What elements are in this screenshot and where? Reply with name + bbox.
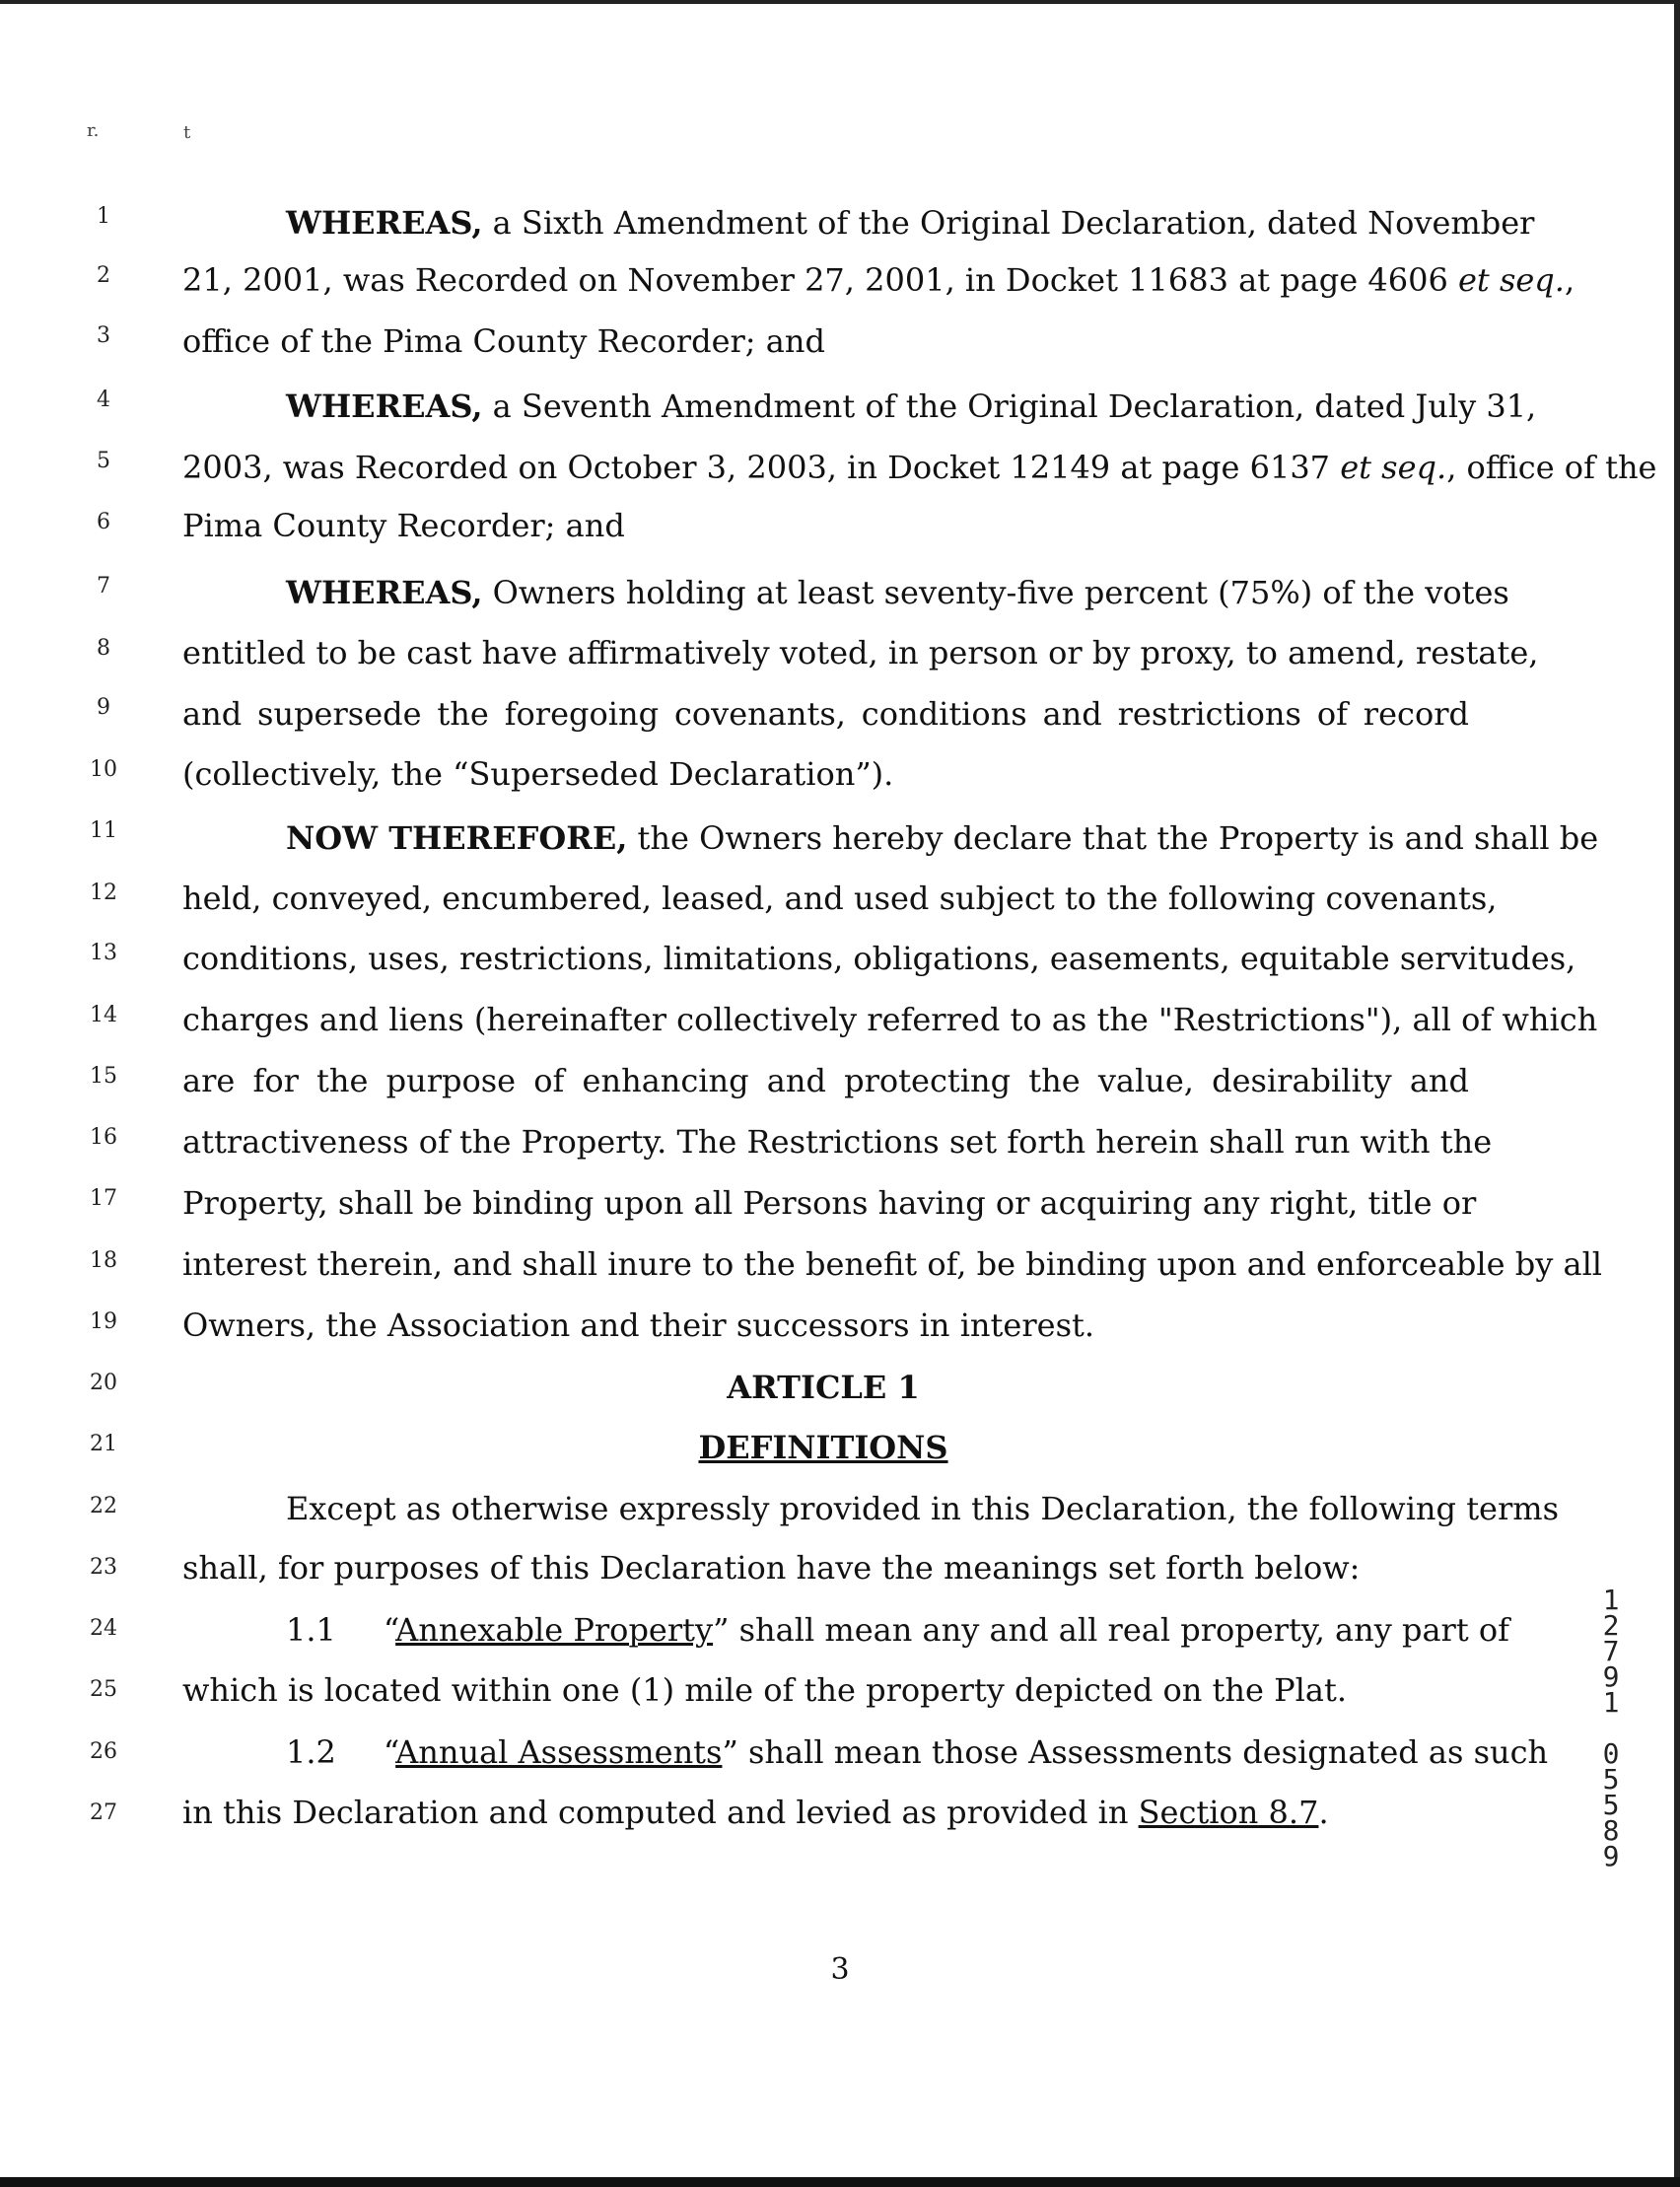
- line-number: 3: [97, 323, 110, 348]
- line-number: 24: [90, 1616, 117, 1641]
- line-number: 23: [90, 1555, 117, 1580]
- whereas-lead: WHEREAS,: [286, 574, 483, 611]
- text-line: which is located within one (1) mile of the property depicted on the Plat.: [182, 1671, 1347, 1709]
- docket-digit: 9: [1602, 1840, 1620, 1872]
- text-run: 21, 2001, was Recorded on November 27, 2001, in Docket 11683 at page 4606: [182, 261, 1458, 299]
- docket-digit: 7: [1602, 1635, 1620, 1667]
- docket-digit: 1: [1602, 1584, 1620, 1616]
- text-run: “: [383, 1733, 396, 1771]
- scan-mark-right: t: [183, 122, 191, 143]
- line-number: 17: [90, 1186, 117, 1211]
- text-run: a Seventh Amendment of the Original Declaration, dated July 31,: [482, 388, 1537, 425]
- text-run: a Sixth Amendment of the Original Declaration, dated November: [482, 204, 1535, 242]
- docket-digit: 0: [1602, 1737, 1620, 1770]
- line-number: 19: [90, 1309, 117, 1334]
- text-run: 2003, was Recorded on October 3, 2003, in Docket 12149 at page 6137: [182, 449, 1341, 486]
- definitions-heading: [513, 1428, 1134, 1467]
- line-number: 18: [90, 1248, 117, 1273]
- line-number: 11: [90, 818, 117, 843]
- et-seq: et seq.: [1457, 261, 1565, 299]
- text-line: [182, 387, 1537, 426]
- text-line: interest therein, and shall inure to the benefit of, be binding upon and enforceable by all: [182, 1245, 1603, 1283]
- text-run: Owners holding at least seventy-five percent (75%) of the votes: [482, 574, 1509, 611]
- line-number: 13: [90, 941, 117, 965]
- docket-digit: 9: [1602, 1660, 1620, 1693]
- text-run: ” shall mean any and all real property, any part of: [713, 1611, 1509, 1649]
- line-number: 7: [97, 574, 110, 599]
- line-number: 16: [90, 1125, 117, 1150]
- text-line: Owners, the Association and their successors in interest.: [182, 1306, 1095, 1344]
- whereas-lead: WHEREAS,: [286, 204, 483, 242]
- text-run: ” shall mean those Assessments designated as such: [722, 1733, 1549, 1771]
- line-number: 5: [97, 449, 110, 473]
- text-line: [182, 203, 1535, 243]
- text-line: [182, 260, 1575, 300]
- right-border: [1674, 0, 1680, 2187]
- text-line: charges and liens (hereinafter collectively referred to as the "Restrictions"), all of which: [182, 1001, 1598, 1038]
- text-line: [182, 1793, 1469, 1832]
- line-number: 14: [90, 1003, 117, 1027]
- docket-digit: 8: [1602, 1814, 1620, 1847]
- line-number: 25: [90, 1677, 117, 1702]
- text-line: conditions, uses, restrictions, limitations, obligations, easements, equitable servitudes,: [182, 940, 1576, 977]
- text-line: office of the Pima County Recorder; and: [182, 322, 825, 360]
- definitions-heading-text: DEFINITIONS: [698, 1429, 948, 1466]
- text-run: the Owners hereby declare that the Property is and shall be: [627, 819, 1599, 857]
- text-run: “: [383, 1611, 396, 1649]
- line-number: 9: [97, 695, 110, 720]
- text-run: ,: [1564, 261, 1575, 299]
- text-line: (collectively, the “Superseded Declaration”).: [182, 755, 894, 793]
- line-number: 15: [90, 1064, 117, 1089]
- line-number: 22: [90, 1494, 117, 1518]
- line-number: 20: [90, 1371, 117, 1395]
- definition-1-1: [182, 1610, 1509, 1650]
- defined-term: Annual Assessments: [395, 1733, 723, 1771]
- line-number: 21: [90, 1432, 117, 1456]
- line-number: 6: [97, 510, 110, 534]
- text-run: in this Declaration and computed and levied as provided in: [182, 1794, 1139, 1831]
- line-number: 12: [90, 881, 117, 905]
- text-line: [182, 573, 1509, 612]
- line-number: 26: [90, 1739, 117, 1764]
- docket-stamp: [1586, 1584, 1636, 1872]
- text-run: .: [1318, 1794, 1329, 1831]
- now-therefore-lead: NOW THEREFORE,: [286, 819, 628, 857]
- defined-term: Annexable Property: [395, 1611, 714, 1649]
- definition-1-2: [182, 1732, 1549, 1772]
- text-line: and supersede the foregoing covenants, conditions and restrictions of record: [182, 695, 1469, 733]
- text-line: Pima County Recorder; and: [182, 507, 625, 544]
- text-line: [182, 448, 1657, 487]
- section-number: 1.2: [286, 1733, 336, 1771]
- text-line: attractiveness of the Property. The Restrictions set forth herein shall run with the: [182, 1123, 1493, 1161]
- text-line: entitled to be cast have affirmatively voted, in person or by proxy, to amend, restate,: [182, 634, 1539, 671]
- docket-digit: 2: [1602, 1609, 1620, 1642]
- line-number: 8: [97, 636, 110, 661]
- text-line: held, conveyed, encumbered, leased, and used subject to the following covenants,: [182, 880, 1498, 917]
- text-line: Except as otherwise expressly provided in this Declaration, the following terms: [286, 1490, 1560, 1527]
- et-seq: et seq.: [1340, 449, 1447, 486]
- whereas-lead: WHEREAS,: [286, 388, 483, 425]
- line-number: 10: [90, 757, 117, 782]
- scan-mark-left: r.: [87, 120, 100, 141]
- page-number: 3: [830, 1952, 850, 1987]
- text-run: , office of the: [1446, 449, 1657, 486]
- line-number: 4: [97, 388, 110, 412]
- article-heading: ARTICLE 1: [727, 1369, 920, 1406]
- bottom-border: [0, 2177, 1680, 2187]
- docket-digit: 1: [1602, 1686, 1620, 1719]
- text-line: Property, shall be binding upon all Persons having or acquiring any right, title or: [182, 1184, 1477, 1222]
- line-number: 2: [97, 263, 110, 288]
- line-number: 27: [90, 1800, 117, 1825]
- top-border: [0, 0, 1680, 4]
- text-line: are for the purpose of enhancing and protecting the value, desirability and: [182, 1062, 1469, 1099]
- text-line: [182, 818, 1599, 858]
- docket-digit: 5: [1602, 1789, 1620, 1821]
- section-number: 1.1: [286, 1611, 336, 1649]
- section-reference: Section 8.7: [1138, 1794, 1319, 1831]
- line-number: 1: [97, 204, 110, 229]
- docket-digit: 5: [1602, 1763, 1620, 1796]
- text-line: shall, for purposes of this Declaration have the meanings set forth below:: [182, 1549, 1361, 1587]
